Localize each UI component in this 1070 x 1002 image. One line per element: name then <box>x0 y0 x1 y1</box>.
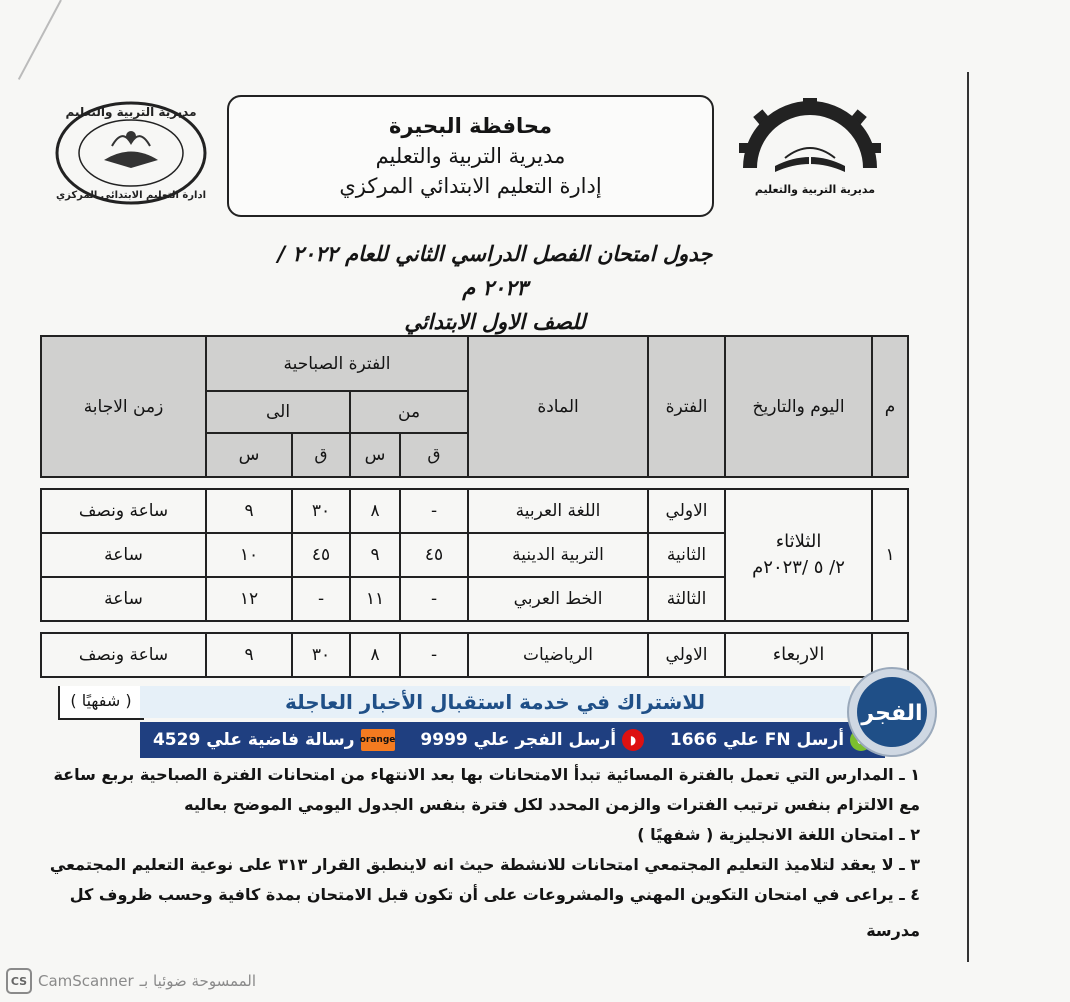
header-to-hour: س <box>206 433 292 477</box>
note-line: ٣ ـ لا يعقد لتلاميذ التعليم المجتمعي امتحانات للانشطة حيث انه لاينطبق القرار ٣١٣ على نوعية التعليم المجتمعي <box>49 855 920 874</box>
period-cell: الاولي <box>648 633 725 677</box>
from-hour-cell: ٩ <box>350 533 400 577</box>
directorate-title: مديرية التربية والتعليم <box>375 144 566 168</box>
duration-cell: ساعة <box>41 533 206 577</box>
day-date-cell <box>725 489 872 621</box>
duration-cell: ساعة ونصف <box>41 489 206 533</box>
duration-cell: ساعة <box>41 577 206 621</box>
header-box <box>227 95 714 217</box>
header-to: الى <box>206 391 350 433</box>
subject-cell: الخط العربي <box>468 577 648 621</box>
header-from-hour: س <box>350 433 400 477</box>
vodafone-icon: ◗ <box>622 729 644 751</box>
to-minute-cell: - <box>292 577 350 621</box>
table-spacer <box>41 621 908 633</box>
paper-fold-line <box>18 0 62 80</box>
header-from-minute: ق <box>400 433 468 477</box>
logo-caption: مديرية التربية والتعليم <box>754 183 876 196</box>
seal-text-top: مديرية التربية والتعليم <box>65 105 197 119</box>
camscanner-scanned-text: الممسوحة ضوئيا بـ <box>139 972 257 990</box>
from-hour-cell: ١١ <box>350 577 400 621</box>
header-subject: المادة <box>468 336 648 477</box>
header-period: الفترة <box>648 336 725 477</box>
from-minute-cell: - <box>400 489 468 533</box>
from-hour-cell: ٨ <box>350 633 400 677</box>
camscanner-app-name: CamScanner <box>38 972 134 990</box>
to-hour-cell: ١٠ <box>206 533 292 577</box>
governorate-title: محافظة البحيرة <box>388 114 553 138</box>
from-minute-cell: ٤٥ <box>400 533 468 577</box>
note-line: مدرسة <box>866 921 920 940</box>
from-minute-cell: - <box>400 633 468 677</box>
header-duration: زمن الاجابة <box>41 336 206 477</box>
alfajr-logo-text: الفجر <box>861 701 923 726</box>
sms-subscription-bar <box>140 722 885 758</box>
to-minute-cell: ٤٥ <box>292 533 350 577</box>
from-hour-cell: ٨ <box>350 489 400 533</box>
news-subscription-headline: للاشتراك في خدمة استقبال الأخبار العاجلة <box>140 686 850 718</box>
to-minute-cell: ٣٠ <box>292 489 350 533</box>
duration-cell: ساعة ونصف <box>41 633 206 677</box>
table-row <box>41 489 908 533</box>
camscanner-footer <box>6 968 256 994</box>
note-line: ١ ـ المدارس التي تعمل بالفترة المسائية تبدأ الامتحانات بها بعد الانتهاء من امتحانات الفترة الصباحية بربع ساعة <box>53 765 920 784</box>
subject-cell: الرياضيات <box>468 633 648 677</box>
table-spacer <box>41 477 908 489</box>
to-hour-cell: ٩ <box>206 489 292 533</box>
from-minute-cell: - <box>400 577 468 621</box>
alfajr-logo-icon <box>846 666 938 758</box>
directorate-seal-icon <box>52 98 210 208</box>
header-day-date: اليوم والتاريخ <box>725 336 872 477</box>
to-hour-cell: ١٢ <box>206 577 292 621</box>
subject-cell: التربية الدينية <box>468 533 648 577</box>
page-edge <box>967 72 969 962</box>
sms-text: أرسل FN علي 1666 <box>669 730 845 750</box>
period-cell: الثالثة <box>648 577 725 621</box>
sms-text: أرسل الفجر علي 9999 <box>420 730 617 750</box>
day-name: الاربعاء <box>725 633 872 677</box>
notes-section <box>49 760 920 946</box>
table-row <box>41 633 908 677</box>
sms-option-orange <box>153 729 395 751</box>
orange-icon: orange <box>361 729 395 751</box>
subject-cell: اللغة العربية <box>468 489 648 533</box>
to-hour-cell: ٩ <box>206 633 292 677</box>
note-line: مع الالتزام بنفس ترتيب الفترات والزمن المحدد لكل فترة بنفس الجدول اليومي الموضح بعاليه <box>184 795 920 814</box>
oral-note-cell: ( شفهيًا ) <box>58 686 144 720</box>
note-line: ٢ ـ امتحان اللغة الانجليزية ( شفهيًا ) <box>637 825 920 844</box>
note-line: ٤ ـ يراعى في امتحان التكوين المهني والمشروعات على أن تكون قبل الامتحان بمدة كافية وحسب ظروف كل <box>69 885 920 904</box>
header-num: م <box>872 336 908 477</box>
schedule-title: جدول امتحان الفصل الدراسي الثاني للعام ٢٠٢٢ / ٢٠٢٣ م <box>277 242 713 300</box>
header-morning-period: الفترة الصباحية <box>206 336 468 391</box>
exam-schedule-table <box>40 335 909 678</box>
exam-date: ٢/ ٥ /٢٠٢٣م <box>752 557 845 578</box>
camscanner-icon: CS <box>6 968 32 994</box>
to-minute-cell: ٣٠ <box>292 633 350 677</box>
sms-option-vodafone <box>420 729 644 751</box>
day-name: الثلاثاء <box>775 531 822 552</box>
seal-text-bottom: ادارة التعليم الابتدائي المركزي <box>55 190 207 201</box>
sms-option-etisalat <box>670 729 872 751</box>
grade-title: للصف الاول الابتدائي <box>404 310 586 334</box>
sms-text: رسالة فاضية علي 4529 <box>152 730 355 750</box>
period-cell: الثانية <box>648 533 725 577</box>
header-from: من <box>350 391 468 433</box>
row-num: ١ <box>872 489 908 621</box>
period-cell: الاولي <box>648 489 725 533</box>
administration-title: إدارة التعليم الابتدائي المركزي <box>339 174 602 198</box>
header-to-minute: ق <box>292 433 350 477</box>
